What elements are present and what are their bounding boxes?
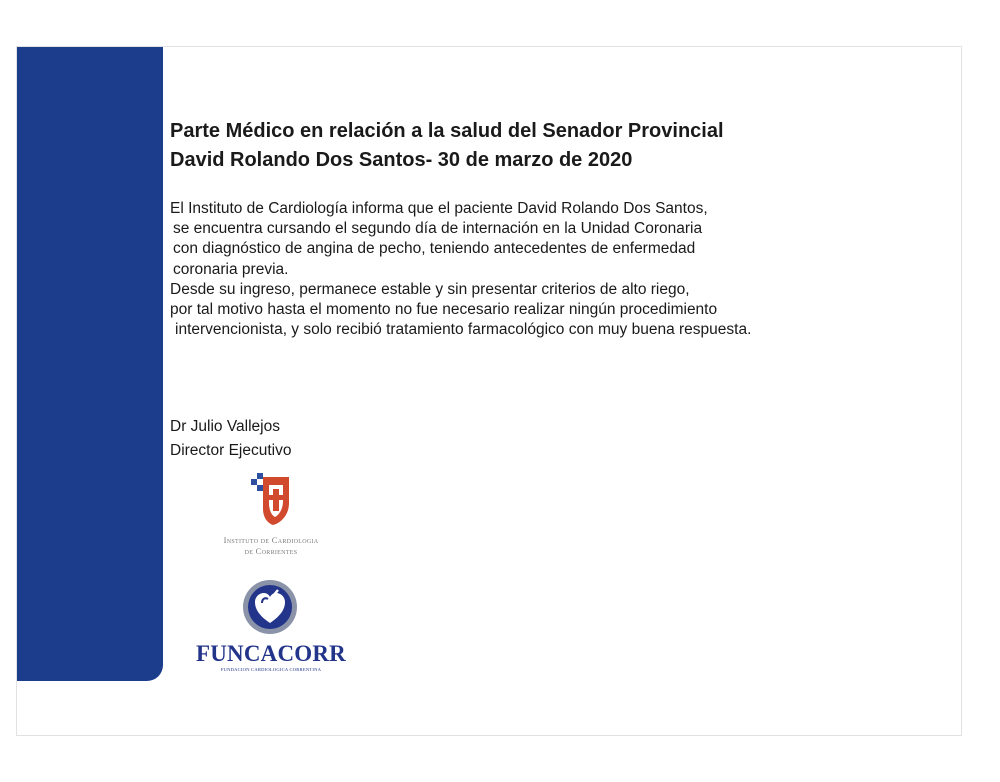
document-slide — [16, 46, 962, 736]
funcacorr-name: FUNCACORR — [195, 641, 346, 666]
body-line: Desde su ingreso, permanece estable y sin presentar criterios de alto riego, — [170, 280, 690, 298]
instituto-cardiologia-logo — [185, 473, 357, 568]
body-line: intervencionista, y solo recibió tratamiento farmacológico con muy buena respuesta. — [175, 321, 752, 339]
icc-name-line: Instituto de Cardiologia — [223, 535, 319, 545]
title-line: David Rolando Dos Santos- 30 de marzo de 2020 — [170, 149, 633, 171]
signature-block — [170, 415, 291, 463]
signer-name: Dr Julio Vallejos — [170, 418, 280, 435]
body-line: coronaria previa. — [173, 260, 289, 278]
funcacorr-logo — [185, 579, 357, 679]
report-body — [170, 199, 960, 340]
title-line: Parte Médico en relación a la salud del Senador Provincial — [170, 120, 724, 142]
body-line: se encuentra cursando el segundo día de internación en la Unidad Coronaria — [173, 220, 703, 238]
icc-name-line: de Corrientes — [244, 546, 298, 556]
instituto-cardiologia-name — [185, 535, 357, 557]
funcacorr-subtitle: FUNDACION CARDIOLOGICA CORRENTINA — [220, 667, 322, 672]
body-line: por tal motivo hasta el momento no fue necesario realizar ningún procedimiento — [170, 301, 718, 319]
body-line: con diagnóstico de angina de pecho, teniendo antecedentes de enfermedad — [173, 240, 696, 258]
side-accent-bar — [17, 47, 163, 681]
funcacorr-heart-emblem-icon — [242, 579, 298, 635]
signer-role: Director Ejecutivo — [170, 442, 292, 459]
document-title — [170, 117, 950, 175]
body-line: El Instituto de Cardiología informa que el paciente David Rolando Dos Santos, — [170, 200, 708, 217]
instituto-cardiologia-emblem-icon — [249, 473, 293, 527]
